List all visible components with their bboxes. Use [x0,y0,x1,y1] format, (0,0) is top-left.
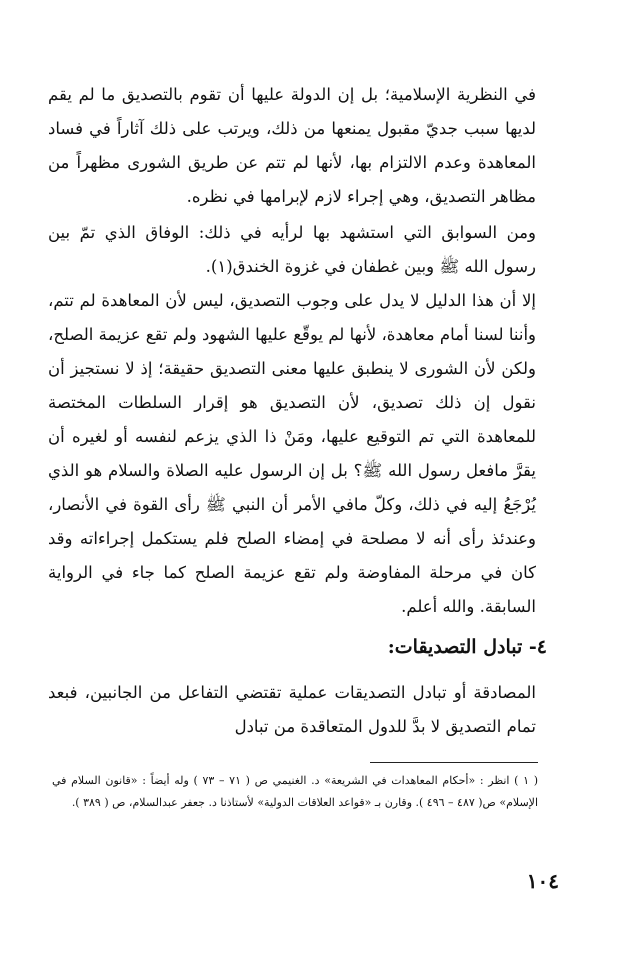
body-paragraph-4: المصادقة أو تبادل التصديقات عملية تقتضي التفاعل من الجانبين، فبعد تمام التصديق لا بدَّ للدول المتعاقدة من تبادل [48,683,536,736]
section-heading: ٤- تبادل التصديقات: [387,636,547,658]
body-paragraph-2: ومن السوابق التي استشهد بها لرأيه في ذلك: الوفاق الذي تمّ بين رسول الله ﷺ وبين غطفان في غزوة الخندق(١). [48,223,536,276]
body-paragraph-3: إلا أن هذا الدليل لا يدل على وجوب التصديق، ليس لأن المعاهدة لم تتم، وأننا لسنا أمام معاهدة، لأنها لم يوقّع عليها الشهود ولم تقع عزيمة الصلح، ولكن لأن الشورى لا ينطبق عليها معنى التصديق حقيقة؛ إذ لا نستجيز أن نقول إن ذلك تصديق، لأن التصديق هو إقرار السلطات المختصة للمعاهدة التي تم التوقيع عليها، ومَنْ ذا الذي يزعم لنفسه أو لغيره أن يقرَّ مافعل رسول الله ﷺ؟ بل إن الرسول عليه الصلاة والسلام هو الذي يُرْجَعُ إليه في ذلك، وكلّ مافي الأمر أن النبي ﷺ رأى القوة في الأنصار، وعندئذ رأى أنه لا مصلحة في إمضاء الصلح فلم يستكمل إجراءاته وقد كان في مرحلة المفاوضة ولم تقع عزيمة الصلح كما جاء في الرواية السابقة. والله أعلم. [48,291,536,616]
footnote-separator [370,762,538,763]
body-paragraph-1: في النظرية الإسلامية؛ بل إن الدولة عليها أن تقوم بالتصديق ما لم يقم لديها سبب جديّ مقبول يمنعها من ذلك، ويرتب على ذلك آثاراً في فساد المعاهدة وعدم الالتزام بها، لأنها لم تتم عن طريق الشورى مظهراً من مظاهر التصديق، وهي إجراء لازم لإبرامها في نظره. [48,85,536,206]
footnote: ( ١ ) انظر : «أحكام المعاهدات في الشريعة» د. الغنيمي ص ( ٧١ – ٧٣ ) وله أيضاً : «قانون السلام في الإسلام» ص( ٤٨٧ – ٤٩٦ ). وقارن بـ «قواعد العلاقات الدولية» لأستاذنا د. جعفر عبدالسلام، ص ( ٣٨٩ ). [52,774,539,809]
page-number: ١٠٤ [526,869,559,893]
